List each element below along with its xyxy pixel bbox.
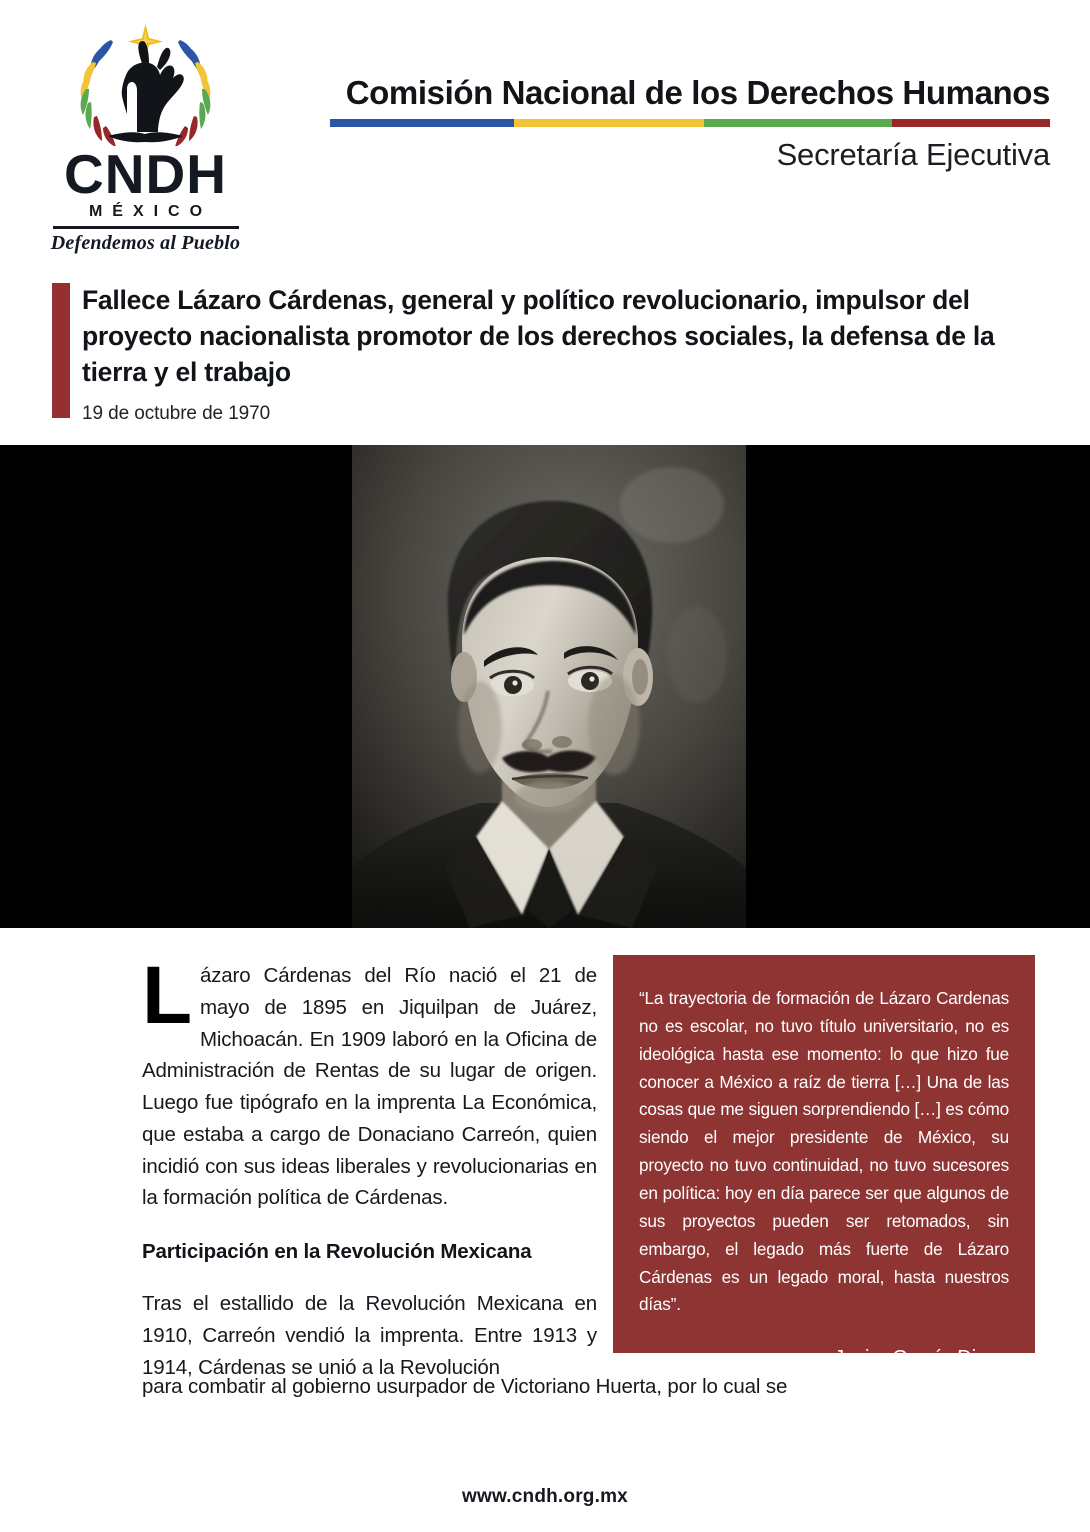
raised-hand-icon xyxy=(122,41,184,132)
pull-quote-box xyxy=(613,955,1035,1395)
cndh-slogan: Defendemos al Pueblo xyxy=(50,231,241,254)
body-paragraph-1 xyxy=(142,950,597,1214)
photo-band xyxy=(0,445,1090,928)
footer-website-url[interactable]: www.cndh.org.mx xyxy=(462,1486,628,1507)
color-bar-segment-red xyxy=(892,119,1050,127)
open-book-base xyxy=(108,132,183,142)
body-paragraph-2: Tras el estallido de la Revolución Mexicana en 1910, Carreón vendió la imprenta. Entre 1913 y 1914, Cárdenas se unió a la Revolución xyxy=(142,1292,597,1379)
title-block xyxy=(52,283,1042,425)
logo-divider xyxy=(53,226,239,229)
pull-quote-text: “La trayectoria de formación de Lázaro Cardenas no es escolar, no tuvo título universitario, no es ideológica hasta ese momento: lo que hizo fue conocer a México a raíz de tierra […] Una de las cosas que me siguen sorprendiendo […] es cómo siendo el mejor presidente de México, su proyecto no tuvo continuidad, no tuvo sucesores en política: hoy en día parece ser que algunos de sus proyectos pueden ser retomados, sin embargo, el legado más fuerte de Lázaro Cárdenas es un legado moral, hasta nuestros días”. xyxy=(639,988,1009,1315)
cndh-logo xyxy=(38,18,253,255)
pull-quote-author: Javier García Diego xyxy=(834,1347,1009,1370)
body-paragraph-1-text: ázaro Cárdenas del Río nació el 21 de mayo de 1895 en Jiquilpan de Juárez, Michoacán. En 1909 laboró en la Oficina de Administración de Rentas de su lugar de origen. Luego fue tipógrafo en la imprenta La Económica, que estaba a cargo de Donaciano Carreón, quien incidió con sus ideas liberales y revolucionarias en la formación política de Cárdenas. xyxy=(142,964,597,1210)
pull-quote-author-role: Historiador mexicano xyxy=(827,1372,1009,1395)
cndh-wordmark: CNDH xyxy=(64,143,227,205)
body-paragraph-2-continued: para combatir al gobierno usurpador de Victoriano Huerta, por lo cual se xyxy=(142,1375,788,1398)
laurel-wreath-left xyxy=(81,40,116,146)
body-subheading: Participación en la Revolución Mexicana xyxy=(142,1240,532,1264)
color-bar-segment-green xyxy=(704,119,891,127)
color-bar-segment-blue xyxy=(330,119,514,127)
laurel-wreath-right xyxy=(175,40,210,146)
article-body-left-column xyxy=(142,950,597,1383)
portrait-photo xyxy=(352,445,746,928)
header-institution-block xyxy=(330,74,1050,173)
page-footer xyxy=(0,1486,1090,1508)
drop-cap: L xyxy=(142,950,192,1041)
cndh-hand-laurel-star-emblem xyxy=(53,18,238,146)
institutional-color-bar xyxy=(330,119,1050,127)
color-bar-segment-yellow xyxy=(514,119,705,127)
page-title: Fallece Lázaro Cárdenas, general y político revolucionario, impulsor del proyecto nacionalista promotor de los derechos sociales, la defensa de la tierra y el trabajo xyxy=(82,285,995,387)
cndh-country-label: MÉXICO xyxy=(88,203,213,221)
title-accent-bar xyxy=(52,283,70,418)
publication-date: 19 de octubre de 1970 xyxy=(82,403,271,425)
organization-title: Comisión Nacional de los Derechos Humanos xyxy=(345,74,1050,111)
organization-subtitle: Secretaría Ejecutiva xyxy=(776,136,1050,172)
page-header xyxy=(0,0,1090,262)
